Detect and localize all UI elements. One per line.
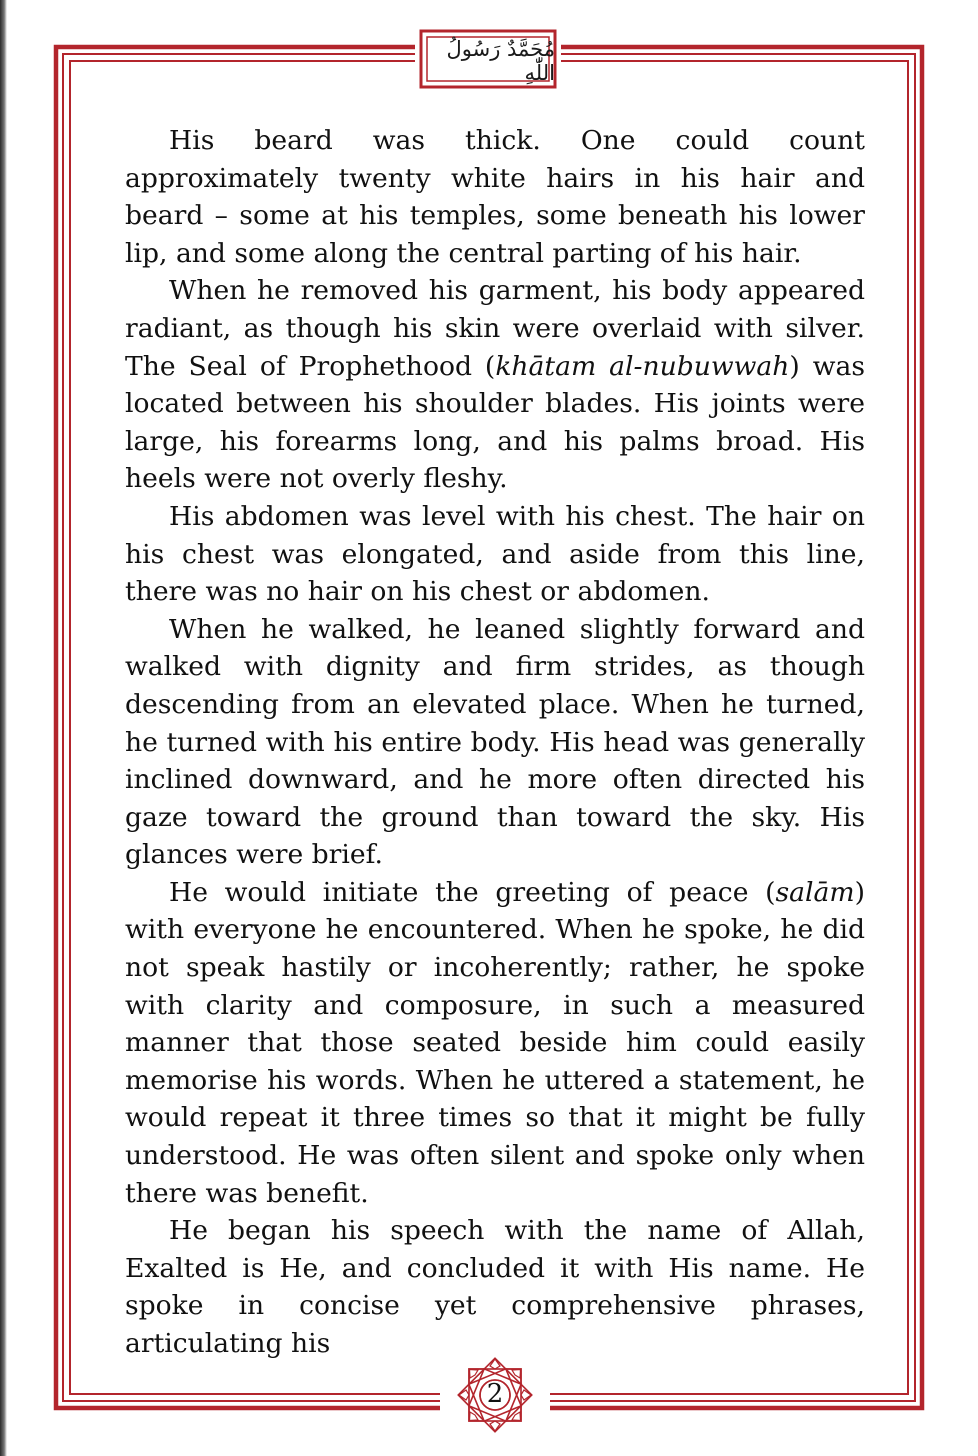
paragraph-text: His beard was thick. One could count approximately twenty white hairs in his hair and beard – some at his temples, some beneath his lower lip, and some along the central parting of his hair. [125,125,865,269]
paragraph-body-radiance [125,272,865,498]
paragraph-text: ) with everyone he encountered. When he spoke, he did not speak hastily or incoherently; rather, he spoke with clarity and composure, in such a measured manner that those seated beside him could easily memorise his words. When he uttered a statement, he would repeat it three times so that it might be fully understood. He was often silent and spoke only when there was benefit. [125,876,865,1209]
paragraph-text: His abdomen was level with his chest. The hair on his chest was elongated, and aside from this line, there was no hair on his chest or abdomen. [125,500,865,608]
paragraph-speech [125,1212,865,1362]
page-number: 2 [486,1379,504,1409]
paragraph-greeting [125,874,865,1212]
paragraph-abdomen [125,498,865,611]
header-calligraphy: مُحَمَّدٌ رَسُولُ اللّٰهِ [446,37,555,85]
body-text [125,122,865,1363]
paragraph-italic-term: khātam al-nubuwwah [495,350,790,382]
paragraph-text: He would initiate the greeting of peace ( [169,876,776,908]
paragraph-walking [125,611,865,874]
paragraph-italic-term: salām [775,876,855,908]
paragraph-text: When he removed his garment, his body appeared radiant, as though his skin were overlaid with silver. The Seal of Prophethood ( [125,275,865,382]
paragraph-text: ) was located between his shoulder blades. His joints were large, his forearms long, and his palms broad. His heels were not overly fleshy. [125,350,865,495]
paragraph-text: When he walked, he leaned slightly forward and walked with dignity and firm strides, as though descending from an elevated place. When he turned, he turned with his entire body. His head was generally inclined downward, and he more often directed his gaze toward the ground than toward the sky. His glances were brief. [125,613,865,871]
header-calligraphy-badge [421,30,555,88]
paragraph-text: He began his speech with the name of Allah, Exalted is He, and concluded it with His name. He spoke in concise yet comprehensive phrases, articulating his [125,1215,865,1359]
paragraph-beard [125,122,865,272]
